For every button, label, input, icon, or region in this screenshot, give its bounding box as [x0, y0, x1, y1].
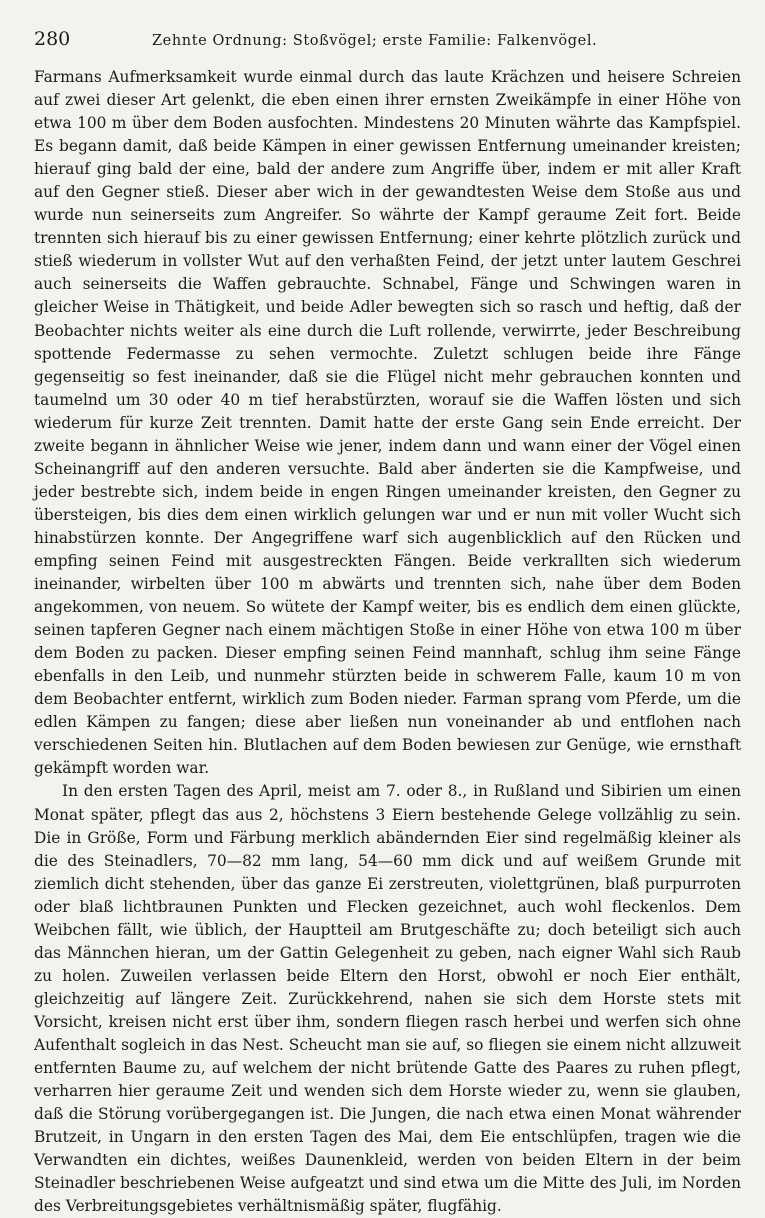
- running-head: [34, 28, 741, 56]
- paragraph-breeding: In den ersten Tagen des April, meist am 7. oder 8., in Rußland und Sibirien um einen Monat später, pflegt das aus 2, höchstens 3 Eiern bestehende Gelege vollzählig zu sein. Die in Größe, Form und Färbung merklich abändernden Eier sind regelmäßig kleiner als die des Steinadlers, 70—82 mm lang, 54—60 mm dick und auf weißem Grunde mit ziemlich dicht stehenden, über das ganze Ei zerstreuten, violettgrünen, blaß purpurroten oder blaß lichtbraunen Punkten und Flecken gezeichnet, auch wohl fleckenlos. Dem Weibchen fällt, wie üblich, der Hauptteil am Brutgeschäfte zu; doch beteiligt sich auch das Männchen hieran, um der Gattin Gelegenheit zu geben, nach eigner Wahl sich Raub zu holen. Zuweilen verlassen beide Eltern den Horst, obwohl er noch Eier enthält, gleichzeitig auf längere Zeit. Zurückkehrend, nahen sie sich dem Horste stets mit Vorsicht, kreisen nicht erst über ihm, sondern fliegen rasch herbei und werfen sich ohne Aufenthalt sogleich in das Nest. Scheucht man sie auf, so fliegen sie einem nicht allzuweit entfernten Baume zu, auf welchem der nicht brütende Gatte des Paares zu ruhen pflegt, verharren hier geraume Zeit und wenden sich dem Horste wieder zu, wenn sie glauben, daß die Störung vorübergegangen ist. Die Jungen, die nach etwa einen Monat währender Brutzeit, in Ungarn in den ersten Tagen des Mai, dem Eie entschlüpfen, tragen wie die Verwandten ein dichtes, weißes Daunenkleid, werden von beiden Eltern in der beim Steinadler beschriebenen Weise aufgeatzt und sind etwa um die Mitte des Juli, im Norden des Verbreitungsgebietes verhältnismäßig später, flugfähig.: [34, 782, 741, 1216]
- body-text: [34, 66, 741, 1218]
- page-number: 280: [34, 28, 71, 50]
- running-head-title: Zehnte Ordnung: Stoßvögel; erste Familie: Falkenvögel.: [152, 33, 598, 49]
- paragraph-continued: Farmans Aufmerksamkeit wurde einmal durch das laute Krächzen und heisere Schreien auf zwei dieser Art gelenkt, die eben einen ihrer ernsten Zweikämpfe in einer Höhe von etwa 100 m über dem Boden ausfochten. Mindestens 20 Minuten währte das Kampfspiel. Es begann damit, daß beide Kämpen in einer gewissen Entfernung umeinander kreisten; hierauf ging bald der eine, bald der andere zum Angriffe über, indem er mit aller Kraft auf den Gegner stieß. Dieser aber wich in der gewandtesten Weise dem Stoße aus und wurde nun seinerseits zum Angreifer. So währte der Kampf geraume Zeit fort. Beide trennten sich hierauf bis zu einer gewissen Entfernung; einer kehrte plötzlich zurück und stieß wiederum in vollster Wut auf den verhaßten Feind, der jetzt unter lautem Geschrei auch seinerseits die Waffen gebrauchte. Schnabel, Fänge und Schwingen waren in gleicher Weise in Thätigkeit, und beide Adler bewegten sich so rasch und heftig, daß der Beobachter nichts weiter als eine durch die Luft rollende, verwirrte, jeder Beschreibung spottende Federmasse zu sehen vermochte. Zuletzt schlugen beide ihre Fänge gegenseitig so fest ineinander, daß sie die Flügel nicht mehr gebrauchen konnten und taumelnd um 30 oder 40 m tief herabstürzten, worauf sie die Waffen lösten und sich wiederum für kurze Zeit trennten. Damit hatte der erste Gang sein Ende erreicht. Der zweite begann in ähnlicher Weise wie jener, indem dann und wann einer der Vögel einen Scheinangriff auf den anderen versuchte. Bald aber änderten sie die Kampfweise, und jeder bestrebte sich, indem beide in engen Ringen umeinander kreisten, den Gegner zu übersteigen, bis dies dem einen wirklich gelungen war und er nun mit voller Wucht sich hinabstürzen konnte. Der Angegriffene warf sich augenblicklich auf den Rücken und empfing seinen Feind mit ausgestreckten Fängen. Beide verkrallten sich wiederum ineinander, wirbelten über 100 m abwärts und trennten sich, nahe über dem Boden angekommen, von neuem. So wütete der Kampf weiter, bis es endlich dem einen glückte, seinen tapferen Gegner nach einem mächtigen Stoße in einer Höhe von etwa 100 m über dem Boden zu packen. Dieser empfing seinen Feind mannhaft, schlug ihm seine Fänge ebenfalls in den Leib, und nunmehr stürzten beide in schwerem Falle, kaum 10 m von dem Beobachter entfernt, wirklich zum Boden nieder. Farman sprang vom Pferde, um die edlen Kämpen zu fangen; diese aber ließen nun voneinander ab und entflohen nach verschiedenen Seiten hin. Blutlachen auf dem Boden bewiesen zur Genüge, wie ernsthaft gekämpft worden war.: [34, 68, 741, 778]
